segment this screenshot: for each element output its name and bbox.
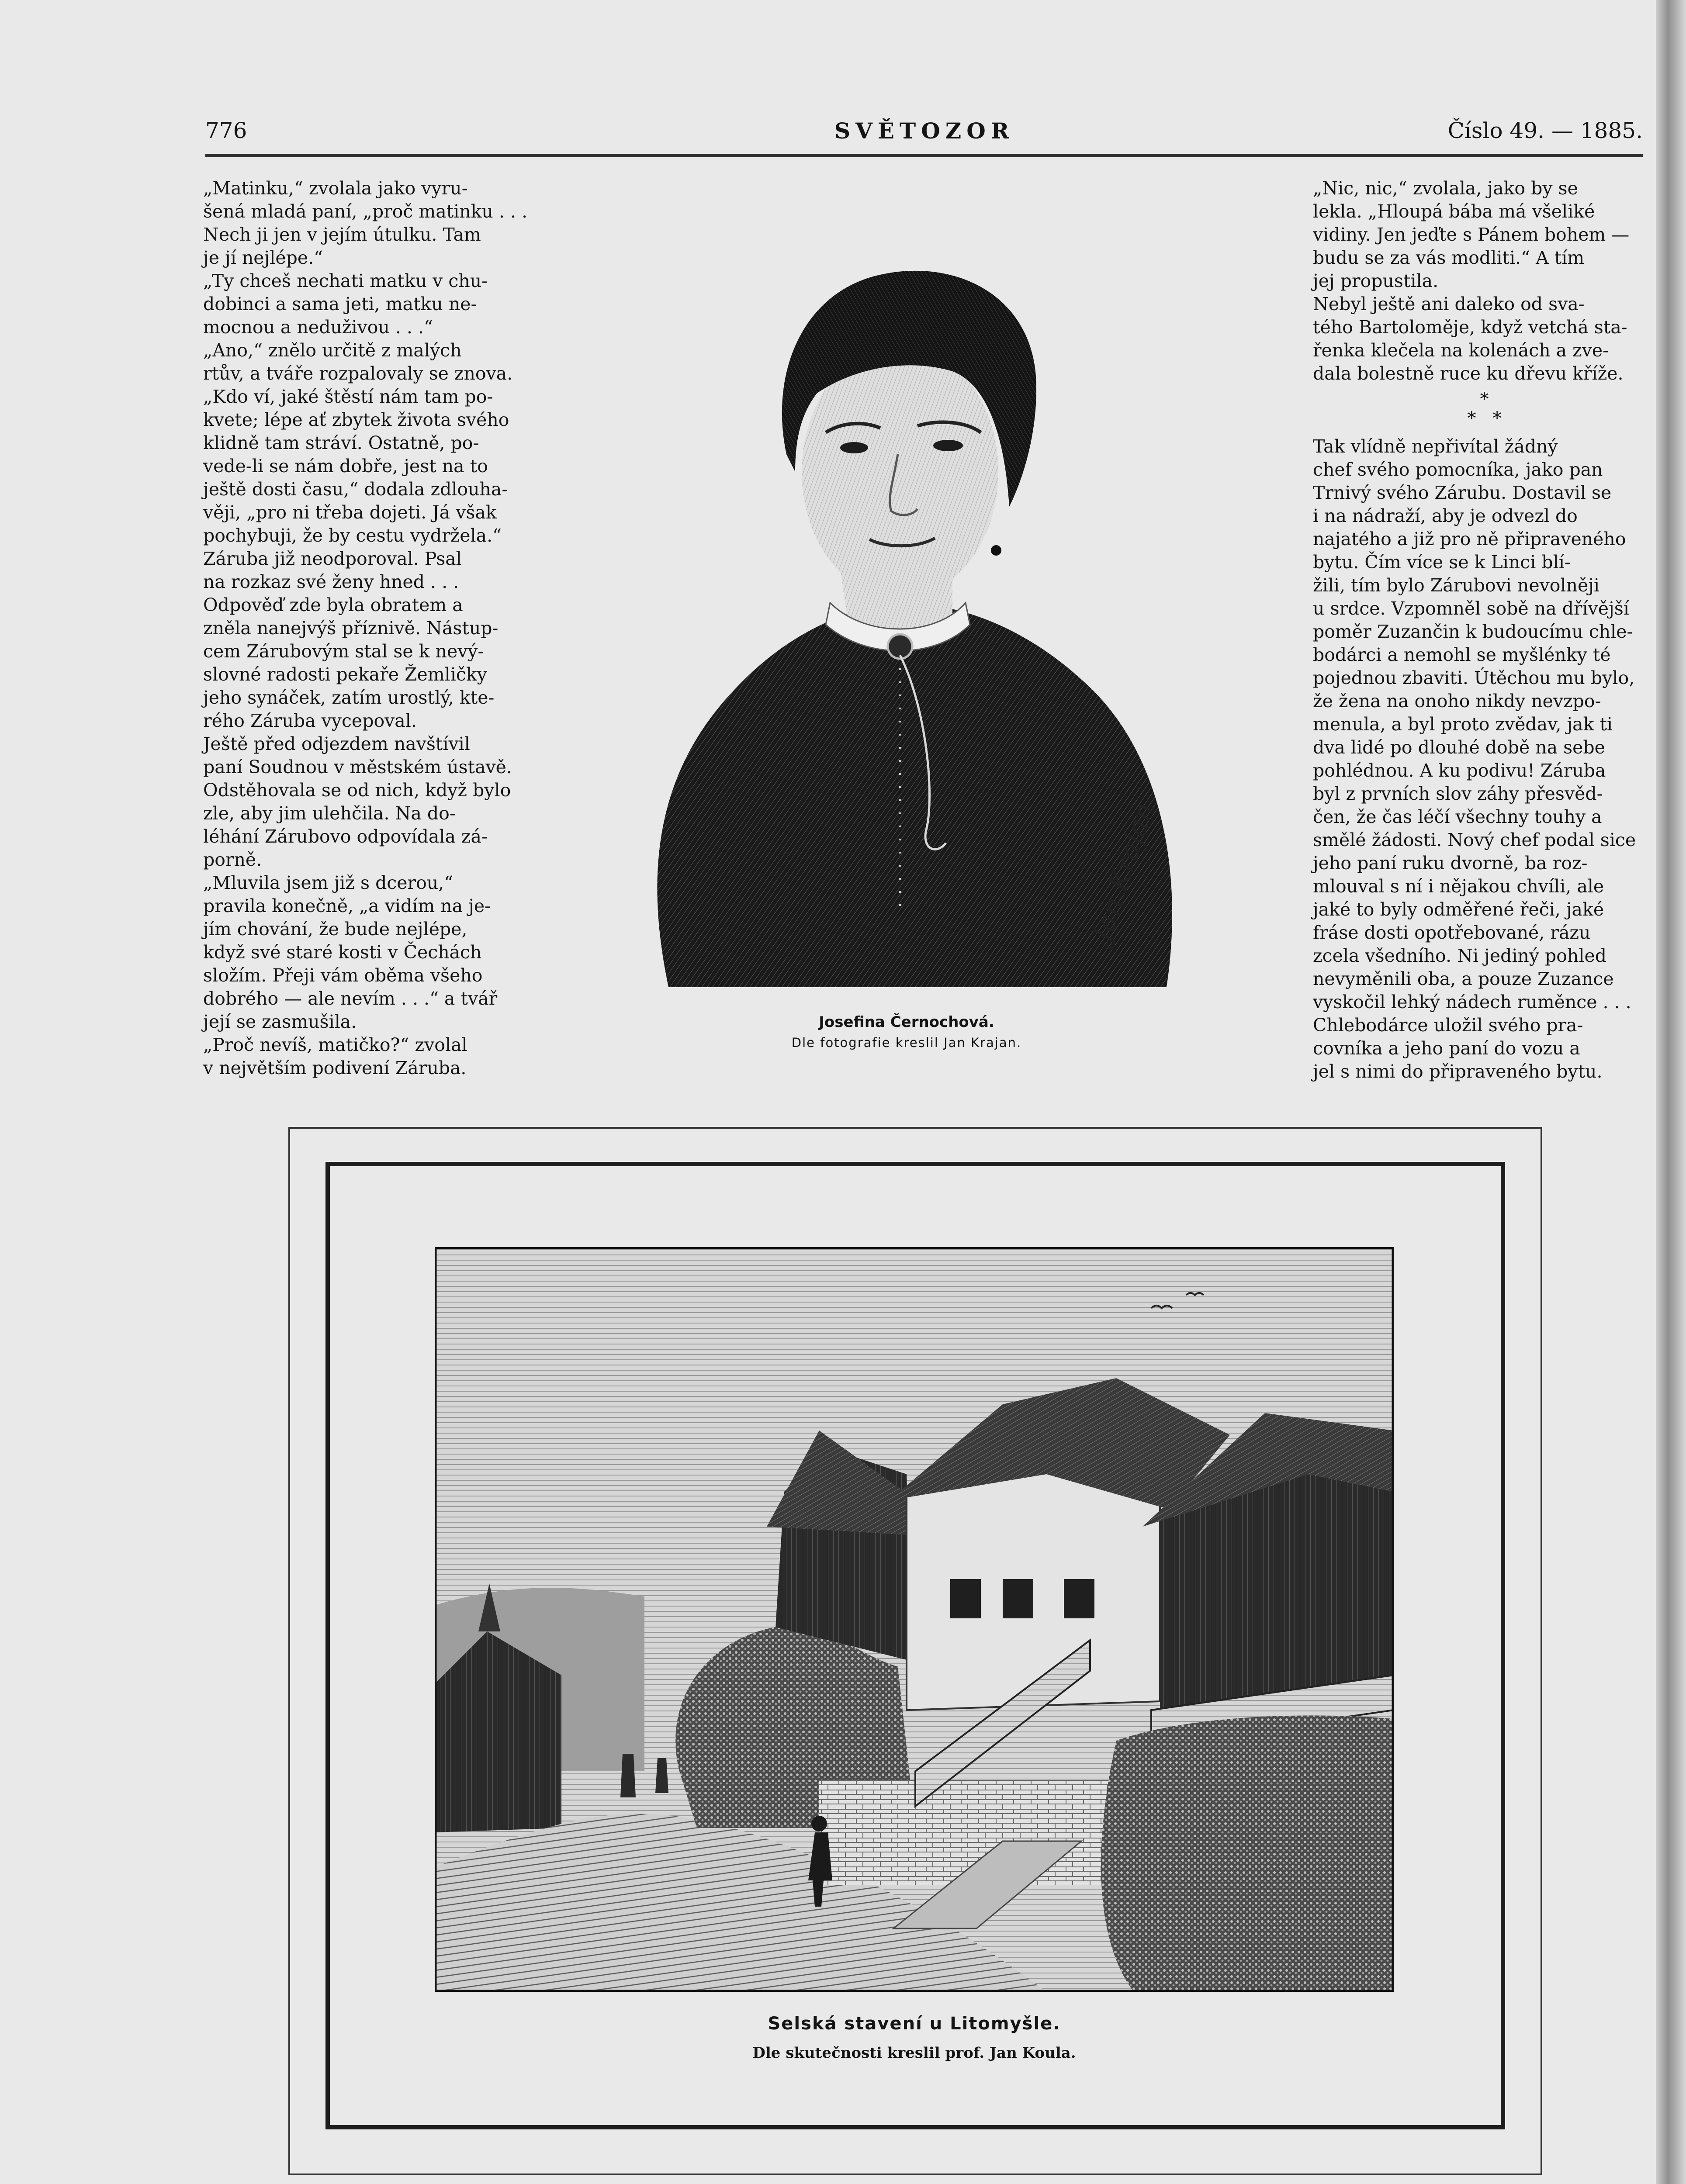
masthead: SVĚTOZOR [834, 118, 1014, 144]
text-line: budu se za vás modliti.“ A tím [1313, 247, 1585, 268]
earring [991, 545, 1001, 556]
front-garden [1101, 1715, 1394, 1992]
paragraph [1313, 1014, 1656, 1083]
text-line: složím. Přeji vám oběma všeho [203, 965, 483, 986]
left-text-column [203, 177, 561, 1080]
text-line: tého Bartoloměje, když vetchá sta- [1313, 317, 1627, 338]
text-line: Odstěhovala se od nich, když bylo [203, 780, 511, 801]
text-line: jel s nimi do připraveného bytu. [1313, 1061, 1603, 1082]
text-line: Trnivý svého Zárubu. Dostavil se [1313, 482, 1612, 503]
text-line: Odpověď zde byla obratem a [203, 594, 463, 615]
engraving-caption-title: Selská stavení u Litomyšle. [768, 2014, 1061, 2034]
paragraph [1313, 435, 1656, 1014]
section-break-stars: * * [1467, 408, 1502, 429]
text-line: „Ty chceš nechati matku v chu- [203, 270, 488, 291]
portrait-engraving [620, 227, 1201, 987]
window [1064, 1579, 1094, 1618]
text-line: vidiny. Jen jeďte s Pánem bohem — [1313, 224, 1630, 245]
text-line: jej propustila. [1313, 270, 1439, 291]
text-line: jím chování, že bude nejlépe, [203, 919, 467, 940]
paragraph [1313, 293, 1656, 385]
text-line: chef svého pomocníka, jako pan [1313, 459, 1603, 480]
text-line: jeho synáček, zatím urostlý, kte- [203, 687, 495, 708]
artist-signature: Jan Krajan [1085, 798, 1161, 946]
text-line: mlouval s ní i nějakou chvíli, ale [1313, 876, 1604, 897]
text-line: covníka a jeho paní do vozu a [1313, 1038, 1580, 1059]
left-eye [840, 442, 868, 453]
text-line: léhání Zárubovo odpovídala zá- [203, 826, 488, 847]
text-line: rtův, a tváře rozpalovaly se znova. [203, 363, 513, 384]
text-line: najatého a již pro ně připraveného [1313, 529, 1626, 549]
text-line: Nech ji jen v jejím útulku. Tam [203, 224, 481, 245]
text-line: bytu. Čím více se k Linci blí- [1313, 552, 1571, 573]
text-line: v největším podivení Záruba. [203, 1057, 467, 1078]
page-number: 776 [205, 118, 247, 143]
text-line: poměr Zuzančin k budoucímu chle- [1313, 621, 1633, 642]
text-line: věji, „pro ni třeba dojeti. Já však [203, 502, 497, 523]
text-line: zle, aby jim ulehčila. Na do- [203, 803, 456, 824]
text-line: Chlebodárce uložil svého pra- [1313, 1015, 1583, 1036]
text-line: cem Zárubovým stal se k nevý- [203, 641, 484, 662]
portrait-caption-name: Josefina Černochová. [819, 1013, 994, 1031]
text-line: pravila konečně, „a vidím na je- [203, 895, 491, 916]
text-line: zcela všedního. Ni jediný pohled [1313, 945, 1606, 966]
text-line: porně. [203, 849, 262, 870]
text-line: smělé žádosti. Nový chef podal sice [1313, 829, 1636, 850]
text-line: její se zasmušila. [203, 1011, 357, 1032]
text-line: Ještě před odjezdem navštívil [203, 733, 470, 754]
text-line: paní Soudnou v městském ústavě. [203, 757, 512, 778]
paragraph [203, 1033, 561, 1080]
text-line: že žena na onoho nikdy nevzpo- [1313, 691, 1601, 712]
text-line: lekla. „Hloupá bába má všeliké [1313, 201, 1595, 222]
text-line: pohlédnou. A ku podivu! Záruba [1313, 760, 1606, 781]
section-break-star: * [1480, 389, 1489, 409]
text-line: fráse dosti opotřebované, rázu [1313, 922, 1591, 943]
text-line: dobrého — ale nevím . . .“ a tvář [203, 988, 498, 1009]
text-line: menula, a byl proto zvědav, jak ti [1313, 714, 1613, 735]
window [1003, 1579, 1033, 1618]
page-edge-shadow [1656, 0, 1686, 2184]
text-line: pochybuji, že by cestu vydržela.“ [203, 525, 502, 546]
text-line: šená mladá paní, „proč matinku . . . [203, 201, 528, 222]
text-line: bodárci a nemohl se myšlénky té [1313, 644, 1611, 665]
text-line: jaké to byly odměřené řeči, jaké [1313, 899, 1604, 920]
paragraph [1313, 177, 1656, 293]
text-line: „Matinku,“ zvolala jako vyru- [203, 178, 468, 199]
text-line: je jí nejlépe.“ [203, 247, 323, 268]
text-line: nevyměnili oba, a pouze Zuzance [1313, 968, 1614, 989]
text-line: mocnou a neduživou . . .“ [203, 317, 433, 338]
text-line: žili, tím bylo Zárubovi nevolněji [1313, 575, 1600, 596]
paragraph [203, 547, 561, 733]
portrait-caption-credit: Dle fotografie kreslil Jan Krajan. [791, 1035, 1022, 1050]
text-line: dala bolestně ruce ku dřevu kříže. [1313, 363, 1624, 384]
village-engraving [435, 1247, 1394, 1992]
paragraph [203, 871, 561, 1033]
paragraph [203, 177, 561, 270]
text-line: řenka klečela na kolenách a zve- [1313, 340, 1609, 361]
text-line: zněla nanejvýš příznivě. Nástup- [203, 618, 499, 639]
text-line: čen, že čas léčí všechny touhy a [1313, 806, 1602, 827]
paragraph [203, 733, 561, 871]
text-line: na rozkaz své ženy hned . . . [203, 571, 459, 592]
text-line: klidně tam stráví. Ostatně, po- [203, 432, 479, 453]
header-rule [205, 154, 1643, 157]
text-line: pojednou zbaviti. Útěchou mu bylo, [1313, 667, 1635, 688]
text-line: vyskočil lehký nádech ruměnce . . . [1313, 992, 1631, 1013]
text-line: slovné radosti pekaře Žemličky [203, 664, 487, 685]
text-line: u srdce. Vzpomněl sobě na dřívější [1313, 598, 1629, 619]
text-line: když své staré kosti v Čechách [203, 942, 482, 963]
text-line: ještě dosti času,“ dodala zdlouha- [203, 479, 508, 500]
text-line: Tak vlídně nepřivítal žádný [1313, 436, 1558, 457]
text-line: kvete; lépe ať zbytek života svého [203, 409, 509, 430]
brooch [888, 634, 912, 659]
text-line: rého Záruba vycepoval. [203, 710, 417, 731]
text-line: „Ano,“ znělo určitě z malých [203, 340, 462, 361]
text-line: dobinci a sama jeti, matku ne- [203, 294, 477, 314]
text-line: i na nádraží, aby je odvezl do [1313, 505, 1578, 526]
text-line: vede-li se nám dobře, jest na to [203, 456, 488, 477]
text-line: Nebyl ještě ani daleko od sva- [1313, 294, 1585, 314]
text-line: „Nic, nic,“ zvolala, jako by se [1313, 178, 1578, 199]
text-line: „Proč nevíš, matičko?“ zvolal [203, 1034, 467, 1055]
page-header [205, 118, 1643, 149]
text-line: Záruba již neodporoval. Psal [203, 548, 462, 569]
right-eye [933, 440, 963, 451]
text-line: „Kdo ví, jaké štěstí nám tam po- [203, 386, 493, 407]
text-line: byl z prvních slov záhy přesvěd- [1313, 783, 1603, 804]
issue-number: Číslo 49. — 1885. [1447, 118, 1643, 143]
text-line: jeho paní ruku dvorně, ba roz- [1313, 853, 1588, 874]
text-line: „Mluvila jsem již s dcerou,“ [203, 872, 454, 893]
engraving-caption-credit: Dle skutečnosti kreslil prof. Jan Koula. [752, 2044, 1076, 2062]
paragraph [203, 339, 561, 547]
paragraph [203, 270, 561, 339]
text-line: dva lidé po dlouhé době na sebe [1313, 737, 1605, 758]
right-text-column [1313, 177, 1656, 1083]
section-break [1313, 390, 1656, 428]
window [950, 1579, 981, 1618]
